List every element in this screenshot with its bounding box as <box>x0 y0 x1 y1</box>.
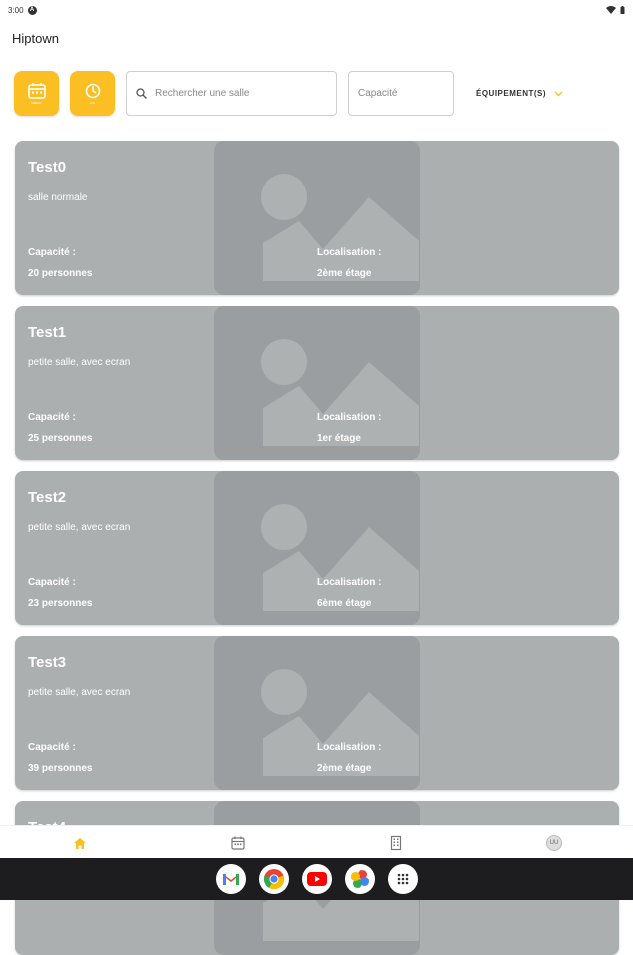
room-list <box>15 141 619 825</box>
room-description: salle normale <box>28 192 88 203</box>
nav-home[interactable] <box>72 835 88 851</box>
system-dock <box>0 858 633 900</box>
bottom-navigation <box>0 825 633 858</box>
room-description: petite salle, avec ecran <box>28 522 131 533</box>
room-card-2[interactable] <box>15 471 619 625</box>
clock-icon <box>85 83 101 99</box>
status-time: 3:00 <box>8 5 24 15</box>
capacity-value: 39 personnes <box>28 763 93 774</box>
capacity-label: Capacité : <box>28 742 76 753</box>
nav-profile[interactable] <box>546 835 562 851</box>
capacity-value: 25 personnes <box>28 433 93 444</box>
room-name: Test1 <box>28 324 67 341</box>
nav-bookings[interactable] <box>230 835 246 851</box>
status-indicators <box>606 6 625 14</box>
capacity-field[interactable] <box>348 71 454 116</box>
start-date-caption: DÉBUT <box>31 100 42 105</box>
wifi-icon <box>606 6 616 14</box>
youtube-app-icon[interactable] <box>302 864 332 894</box>
avatar: UU <box>546 835 562 851</box>
room-card-1[interactable] <box>15 306 619 460</box>
chrome-app-icon[interactable] <box>259 864 289 894</box>
room-card-3[interactable] <box>15 636 619 790</box>
location-value: 2ème étage <box>317 763 372 774</box>
capacity-value: 23 personnes <box>28 598 93 609</box>
location-label: Localisation : <box>317 742 382 753</box>
equipment-dropdown[interactable] <box>476 89 563 98</box>
filter-toolbar <box>14 71 619 116</box>
battery-icon <box>620 6 625 14</box>
nav-buildings[interactable] <box>388 835 404 851</box>
status-bar <box>0 0 633 20</box>
room-name: Test0 <box>28 159 67 176</box>
calendar-icon <box>28 83 46 99</box>
accessibility-badge-icon: A <box>28 6 37 15</box>
search-icon <box>136 88 147 99</box>
search-field[interactable] <box>126 71 337 116</box>
app-drawer-icon[interactable] <box>388 864 418 894</box>
location-label: Localisation : <box>317 412 382 423</box>
calendar-icon <box>231 836 245 850</box>
capacity-input[interactable] <box>358 88 453 99</box>
location-value: 6ème étage <box>317 598 372 609</box>
room-name: Test3 <box>28 654 67 671</box>
location-label: Localisation : <box>317 247 382 258</box>
search-input[interactable] <box>155 88 336 99</box>
room-name: Test2 <box>28 489 67 506</box>
capacity-label: Capacité : <box>28 412 76 423</box>
start-date-button[interactable] <box>14 71 59 116</box>
room-description: petite salle, avec ecran <box>28 687 131 698</box>
capacity-value: 20 personnes <box>28 268 93 279</box>
photos-app-icon[interactable] <box>345 864 375 894</box>
building-icon <box>390 836 402 850</box>
room-description: petite salle, avec ecran <box>28 357 131 368</box>
end-time-caption: FIN <box>90 100 95 105</box>
location-value: 1er étage <box>317 433 361 444</box>
capacity-label: Capacité : <box>28 247 76 258</box>
gmail-app-icon[interactable] <box>216 864 246 894</box>
home-icon <box>73 837 87 850</box>
end-time-button[interactable] <box>70 71 115 116</box>
chevron-down-icon <box>554 91 563 97</box>
location-value: 2ème étage <box>317 268 372 279</box>
equipment-dropdown-label: ÉQUIPEMENT(S) <box>476 89 547 98</box>
app-title: Hiptown <box>12 31 59 46</box>
room-card-0[interactable] <box>15 141 619 295</box>
location-label: Localisation : <box>317 577 382 588</box>
capacity-label: Capacité : <box>28 577 76 588</box>
